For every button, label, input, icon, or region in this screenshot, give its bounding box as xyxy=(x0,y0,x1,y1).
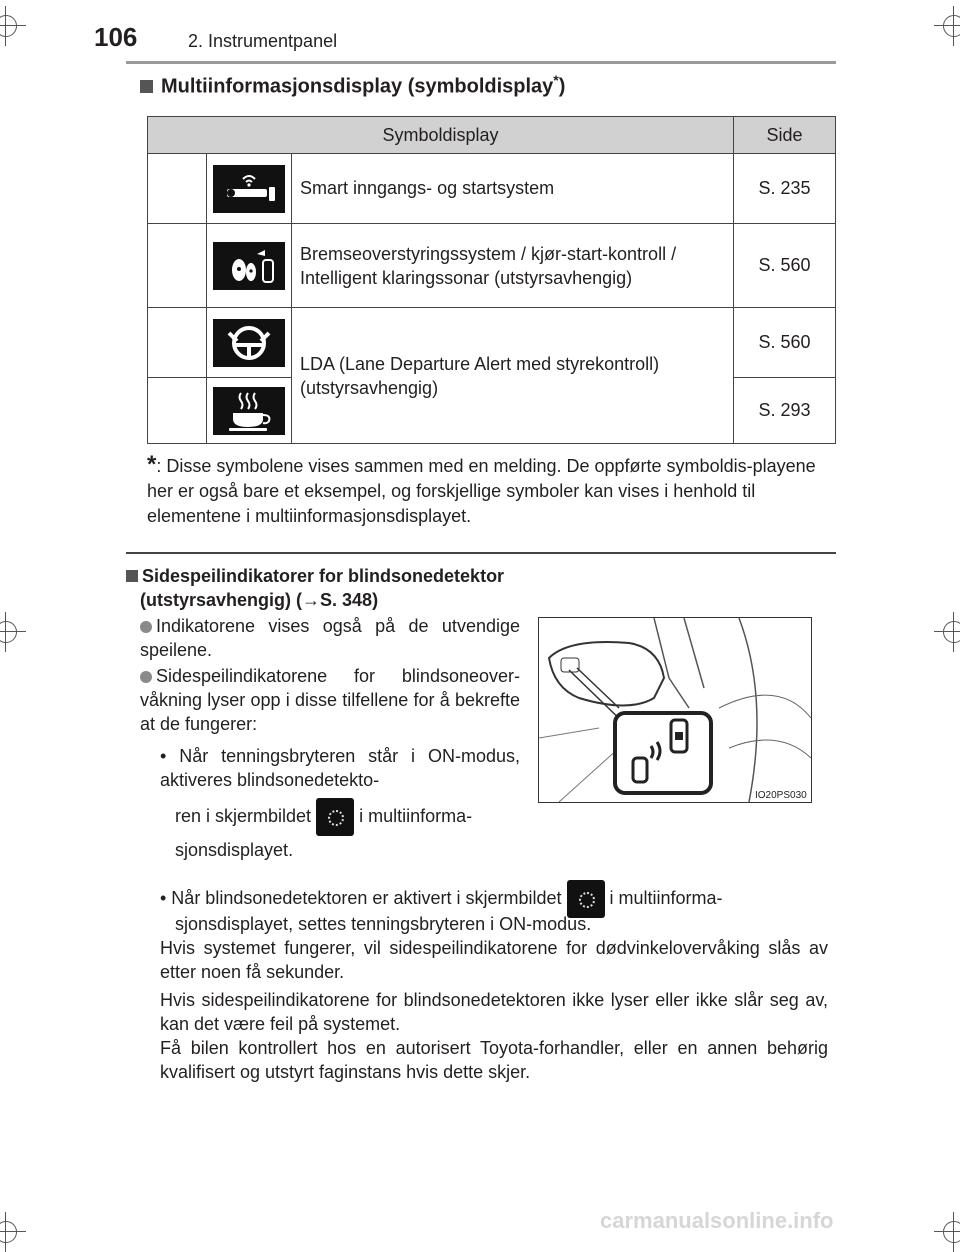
table-row xyxy=(148,154,836,224)
crop-mark xyxy=(0,612,26,652)
row-page: S. 560 xyxy=(734,224,836,308)
footnote: *: Disse symbolene vises sammen med en melding. De oppførte symboldis-playene her er også bare et eksempel, og forskjellige symboler kan vises i henhold til elementene i multiinformasjonsdisplayet. xyxy=(147,451,816,526)
square-bullet-icon xyxy=(126,570,138,582)
arrow-icon: → xyxy=(302,590,321,610)
list-item: • Når tenningsbryteren står i ON-modus, aktiveres blindsonedetekto- xyxy=(160,746,520,790)
crop-mark xyxy=(934,6,960,46)
list-item: ren i skjermbildet i multiinforma- xyxy=(175,798,520,836)
list-item-continuation: sjonsdisplayet. xyxy=(175,840,294,860)
table-header-row xyxy=(148,117,836,154)
section-rule xyxy=(126,552,836,554)
crop-mark xyxy=(934,1212,960,1252)
row-page: S. 560 xyxy=(734,308,836,378)
crop-mark xyxy=(0,6,26,46)
column-header-symbol: Symboldisplay xyxy=(148,117,734,154)
list-item: Sidespeilindikatorene for blindsoneover-våkning lyser opp i disse tilfellene for å bekrefte at de fungerer: xyxy=(140,666,520,734)
row-description: LDA (Lane Departure Alert med styrekontroll) (utstyrsavhengig) xyxy=(292,308,734,444)
table-row xyxy=(148,308,836,378)
symbol-table xyxy=(147,116,836,444)
row-description: Smart inngangs- og startsystem xyxy=(292,154,734,224)
crop-mark xyxy=(934,612,960,652)
column-header-page: Side xyxy=(734,117,836,154)
chapter-title: 2. Instrumentpanel xyxy=(188,31,338,51)
coffee-cup-icon xyxy=(213,387,285,435)
crop-mark xyxy=(0,1212,26,1252)
list-item-continuation: sjonsdisplayet, settes tenningsbryteren i ON-modus. xyxy=(175,914,592,934)
bullet-icon xyxy=(140,621,152,633)
paragraph: Hvis systemet fungerer, vil sidespeilindikatorene for dødvinkelovervåking slås av etter noen få sekunder. xyxy=(160,938,828,982)
row-page: S. 235 xyxy=(734,154,836,224)
paragraph: Få bilen kontrollert hos en autorisert Toyota-forhandler, eller en annen behørig kvalifisert og utstyrt faginstans hvis dette skjer. xyxy=(160,1038,828,1082)
square-bullet-icon xyxy=(140,80,153,93)
paragraph: Hvis sidespeilindikatorene for blindsonedetektoren ikke lyser eller ikke slår seg av, kan det være feil på systemet. xyxy=(160,990,828,1034)
list-item: • Når blindsonedetektoren er aktivert i skjermbildet i multiinforma- xyxy=(160,880,828,918)
smart-key-icon xyxy=(213,165,285,213)
row-page: S. 293 xyxy=(734,378,836,444)
page-number: 106 xyxy=(94,22,138,52)
subsection-title: Sidespeilindikatorer for blindsonedetektor (utstyrsavhengig) (→S. 348) xyxy=(126,564,576,612)
section-title: Multiinformasjonsdisplay (symboldisplay*) xyxy=(140,72,565,99)
row-description: Bremseoverstyringssystem / kjør-start-kontroll / Intelligent klaringssonar (utstyrsavhengig) xyxy=(292,224,734,308)
brake-override-icon xyxy=(213,242,285,290)
list-item: Indikatorene vises også på de utvendige speilene. xyxy=(140,616,520,660)
table-row xyxy=(148,224,836,308)
bullet-icon xyxy=(140,671,152,683)
figure-code: IO20PS030 xyxy=(755,790,807,801)
settings-gear-icon xyxy=(316,798,354,836)
blind-spot-mirror-illustration xyxy=(538,617,812,803)
header-rule xyxy=(126,61,836,64)
watermark: carmanualsonline.info xyxy=(600,1208,834,1233)
lda-steering-icon xyxy=(213,319,285,367)
